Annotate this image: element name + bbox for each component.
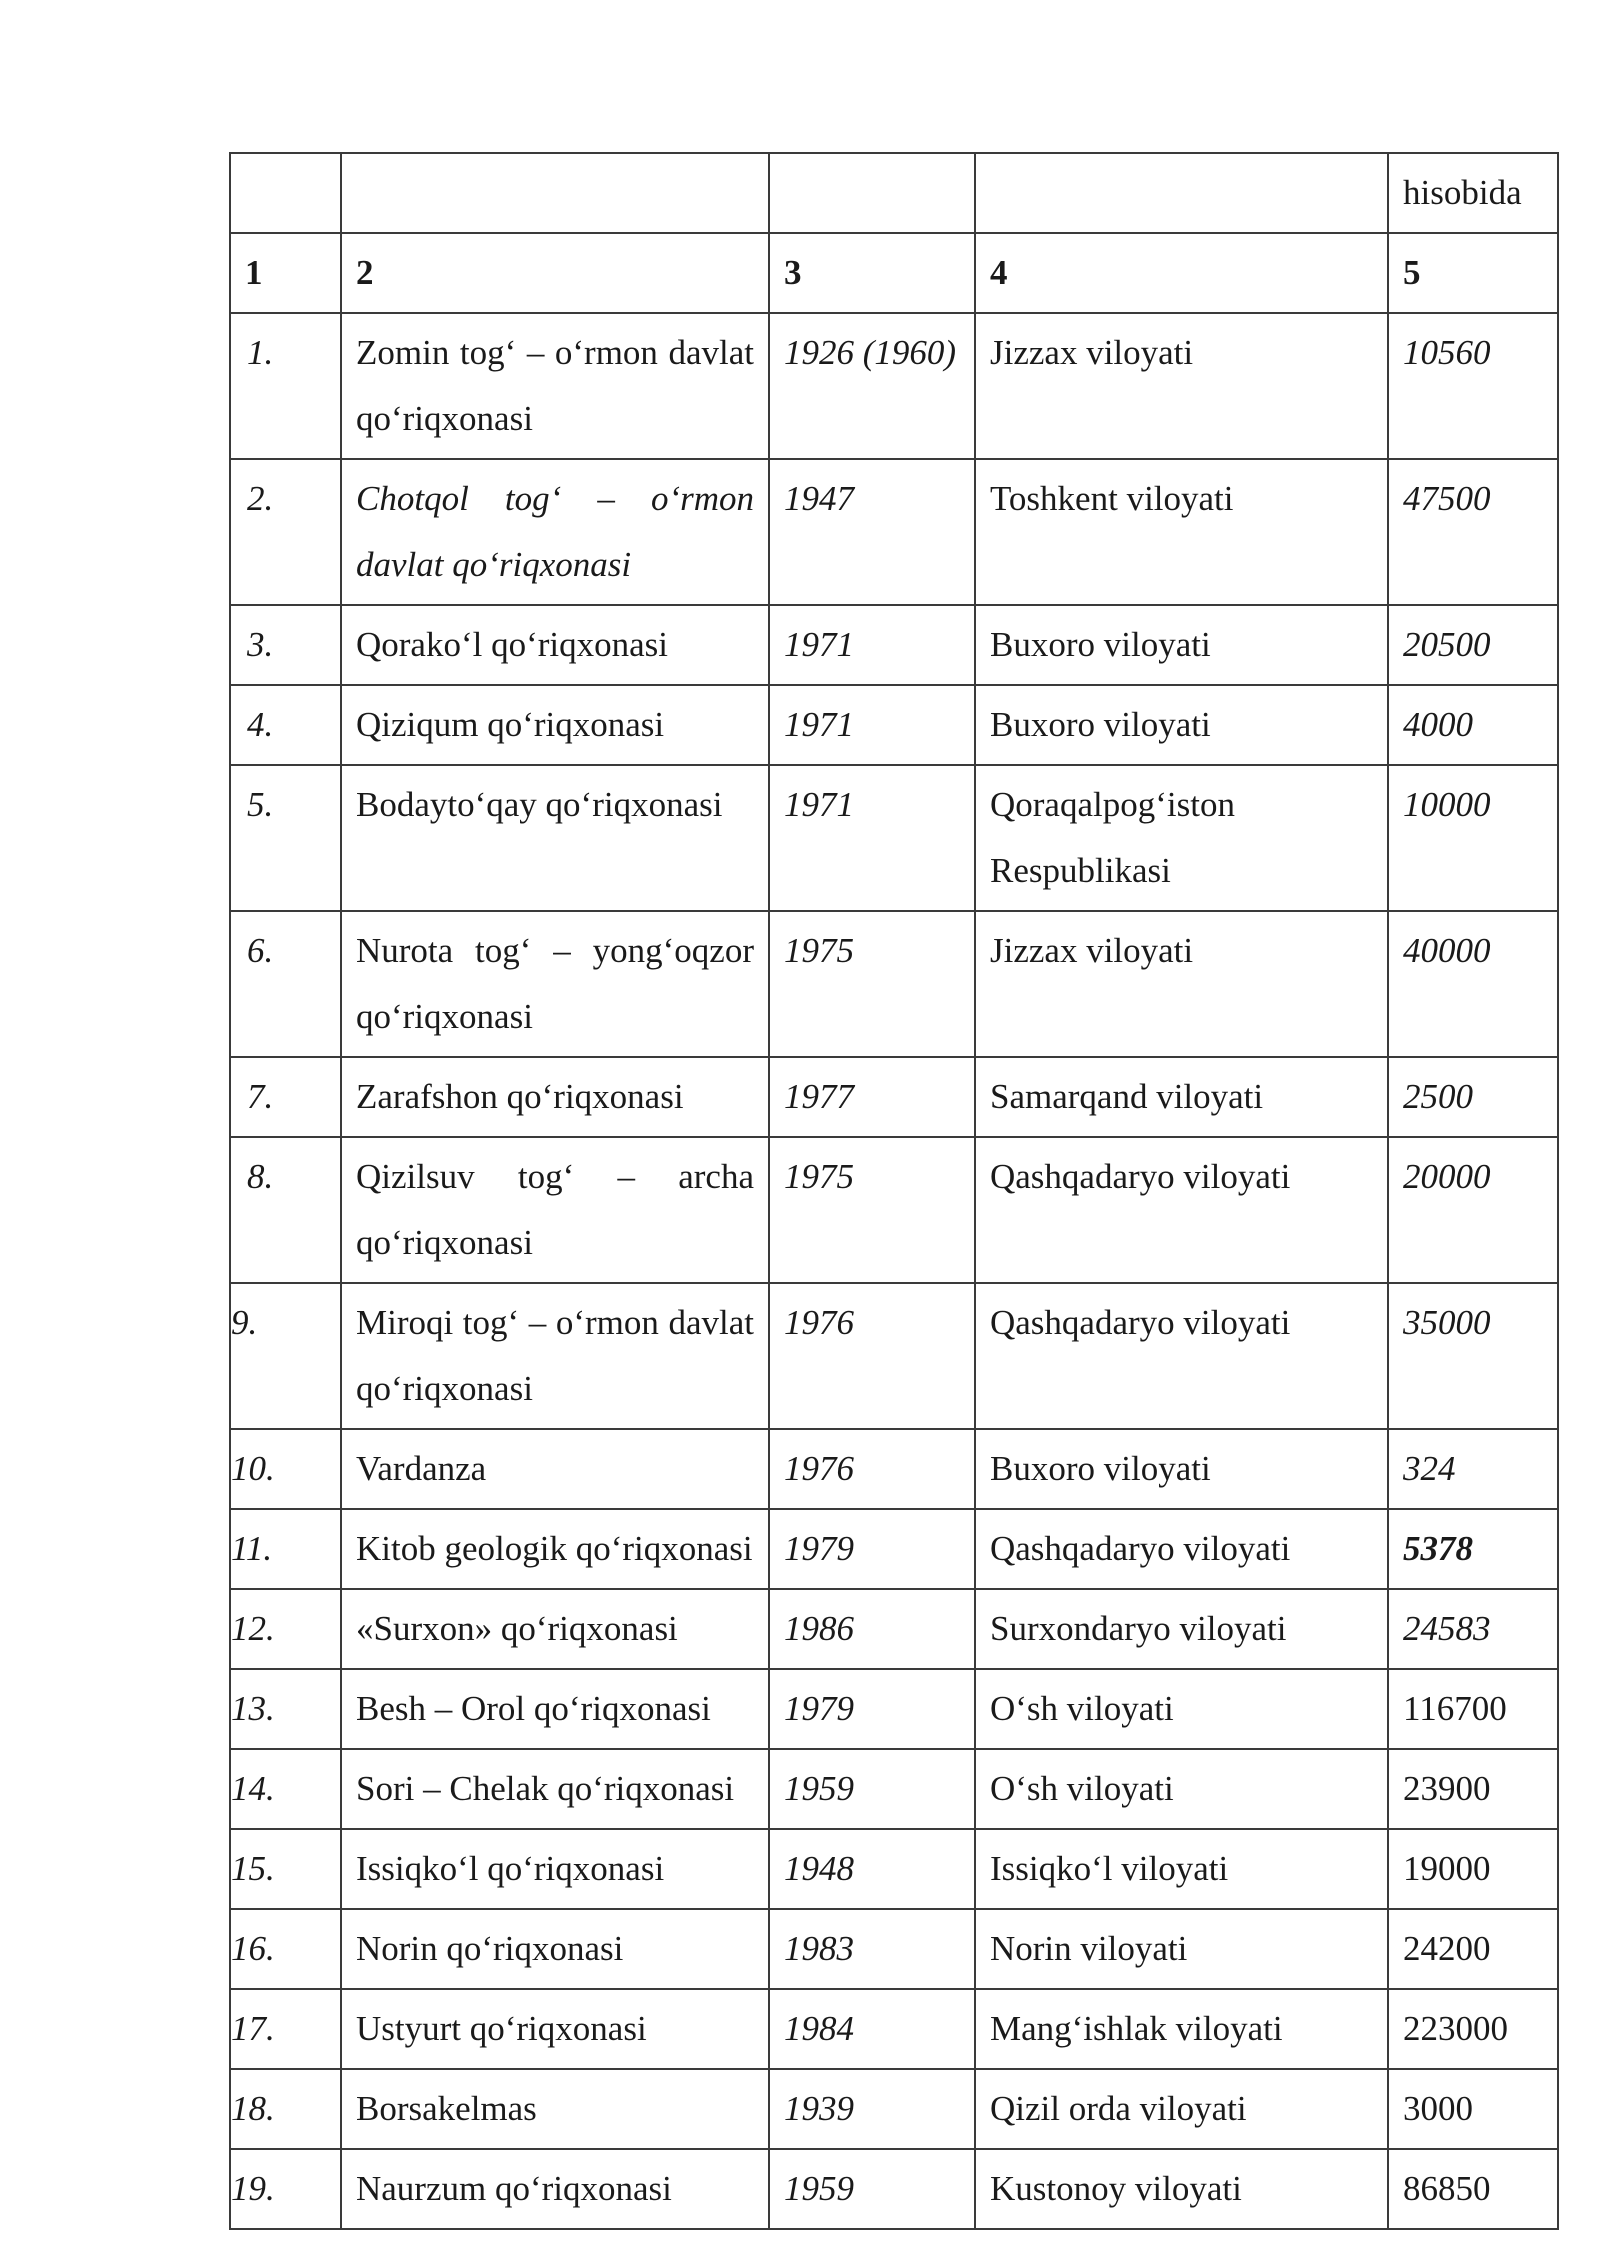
row-number: 8. [230,1137,341,1283]
area-hectares: 20500 [1388,605,1558,685]
row-number: 6. [230,911,341,1057]
header-col-1: 1 [230,233,341,313]
area-hectares: 3000 [1388,2069,1558,2149]
region: Qashqadaryo viloyati [975,1137,1388,1283]
founding-year: 1986 [769,1589,975,1669]
row-number: 16. [230,1909,341,1989]
region: Buxoro viloyati [975,1429,1388,1509]
founding-year: 1976 [769,1283,975,1429]
founding-year: 1975 [769,1137,975,1283]
area-hectares: 19000 [1388,1829,1558,1909]
region: Kustonoy viloyati [975,2149,1388,2229]
founding-year: 1926 (1960) [769,313,975,459]
region: Buxoro viloyati [975,605,1388,685]
area-hectares: 20000 [1388,1137,1558,1283]
top-cell-3 [769,153,975,233]
founding-year: 1984 [769,1989,975,2069]
table-row [230,2149,1558,2229]
reserve-name: Miroqi tog‘ – o‘rmon davlat qo‘riqxonasi [341,1283,769,1429]
table-row [230,1283,1558,1429]
area-hectares: 24200 [1388,1909,1558,1989]
founding-year: 1971 [769,605,975,685]
row-number: 2. [230,459,341,605]
table-row [230,459,1558,605]
row-number: 5. [230,765,341,911]
table-row [230,1509,1558,1589]
region: Qashqadaryo viloyati [975,1283,1388,1429]
area-hectares: 2500 [1388,1057,1558,1137]
table-row [230,685,1558,765]
row-number: 18. [230,2069,341,2149]
founding-year: 1971 [769,765,975,911]
founding-year: 1977 [769,1057,975,1137]
reserves-table-body [230,153,1558,2229]
area-hectares: 24583 [1388,1589,1558,1669]
area-hectares: 116700 [1388,1669,1558,1749]
table-row [230,2069,1558,2149]
region: Issiqko‘l viloyati [975,1829,1388,1909]
table-row [230,1057,1558,1137]
header-col-2: 2 [341,233,769,313]
row-number: 13. [230,1669,341,1749]
table-row [230,1829,1558,1909]
region: Jizzax viloyati [975,313,1388,459]
region: O‘sh viloyati [975,1749,1388,1829]
row-number: 17. [230,1989,341,2069]
region: Buxoro viloyati [975,685,1388,765]
region: Jizzax viloyati [975,911,1388,1057]
reserve-name: Besh – Orol qo‘riqxonasi [341,1669,769,1749]
reserve-name: Kitob geologik qo‘riqxonasi [341,1509,769,1589]
region: Qashqadaryo viloyati [975,1509,1388,1589]
header-col-3: 3 [769,233,975,313]
row-number: 19. [230,2149,341,2229]
reserve-name: Nurota tog‘ – yong‘oqzor qo‘riqxonasi [341,911,769,1057]
area-hectares: 5378 [1388,1509,1558,1589]
header-col-4: 4 [975,233,1388,313]
top-cell-2 [341,153,769,233]
row-number: 4. [230,685,341,765]
reserves-table [229,152,1559,2230]
region: Norin viloyati [975,1909,1388,1989]
reserve-name: «Surxon» qo‘riqxonasi [341,1589,769,1669]
founding-year: 1979 [769,1669,975,1749]
top-cell-5: hisobida [1388,153,1558,233]
top-cell-4 [975,153,1388,233]
area-hectares: 223000 [1388,1989,1558,2069]
reserve-name: Zomin tog‘ – o‘rmon davlat qo‘riqxonasi [341,313,769,459]
founding-year: 1979 [769,1509,975,1589]
reserve-name: Ustyurt qo‘riqxonasi [341,1989,769,2069]
table-row [230,313,1558,459]
reserve-name: Zarafshon qo‘riqxonasi [341,1057,769,1137]
table-row [230,1429,1558,1509]
reserve-name: Qorako‘l qo‘riqxonasi [341,605,769,685]
row-number: 3. [230,605,341,685]
area-hectares: 10560 [1388,313,1558,459]
table-row [230,911,1558,1057]
founding-year: 1939 [769,2069,975,2149]
area-hectares: 86850 [1388,2149,1558,2229]
region: Surxondaryo viloyati [975,1589,1388,1669]
region: Qizil orda viloyati [975,2069,1388,2149]
table-row [230,1749,1558,1829]
founding-year: 1975 [769,911,975,1057]
reserve-name: Norin qo‘riqxonasi [341,1909,769,1989]
reserve-name: Bodayto‘qay qo‘riqxonasi [341,765,769,911]
founding-year: 1976 [769,1429,975,1509]
table-header-row [230,233,1558,313]
table-row-top [230,153,1558,233]
row-number: 9. [230,1283,341,1429]
reserve-name: Issiqko‘l qo‘riqxonasi [341,1829,769,1909]
row-number: 12. [230,1589,341,1669]
table-row [230,1589,1558,1669]
area-hectares: 35000 [1388,1283,1558,1429]
founding-year: 1959 [769,1749,975,1829]
row-number: 10. [230,1429,341,1509]
row-number: 1. [230,313,341,459]
reserve-name: Qizilsuv tog‘ – archa qo‘riqxonasi [341,1137,769,1283]
row-number: 11. [230,1509,341,1589]
founding-year: 1971 [769,685,975,765]
area-hectares: 40000 [1388,911,1558,1057]
reserve-name: Naurzum qo‘riqxonasi [341,2149,769,2229]
founding-year: 1983 [769,1909,975,1989]
table-row [230,1669,1558,1749]
table-row [230,1909,1558,1989]
reserve-name: Chotqol tog‘ – o‘rmon davlat qo‘riqxonasi [341,459,769,605]
founding-year: 1948 [769,1829,975,1909]
top-cell-1 [230,153,341,233]
row-number: 15. [230,1829,341,1909]
area-hectares: 23900 [1388,1749,1558,1829]
table-row [230,605,1558,685]
reserve-name: Qiziqum qo‘riqxonasi [341,685,769,765]
region: O‘sh viloyati [975,1669,1388,1749]
region: Toshkent viloyati [975,459,1388,605]
row-number: 7. [230,1057,341,1137]
region: Qoraqalpog‘iston Respublikasi [975,765,1388,911]
table-row [230,1137,1558,1283]
table-row [230,765,1558,911]
area-hectares: 324 [1388,1429,1558,1509]
reserve-name: Borsakelmas [341,2069,769,2149]
reserve-name: Vardanza [341,1429,769,1509]
region: Mang‘ishlak viloyati [975,1989,1388,2069]
area-hectares: 10000 [1388,765,1558,911]
table-row [230,1989,1558,2069]
reserve-name: Sori – Chelak qo‘riqxonasi [341,1749,769,1829]
row-number: 14. [230,1749,341,1829]
founding-year: 1959 [769,2149,975,2229]
area-hectares: 47500 [1388,459,1558,605]
area-hectares: 4000 [1388,685,1558,765]
header-col-5: 5 [1388,233,1558,313]
region: Samarqand viloyati [975,1057,1388,1137]
founding-year: 1947 [769,459,975,605]
